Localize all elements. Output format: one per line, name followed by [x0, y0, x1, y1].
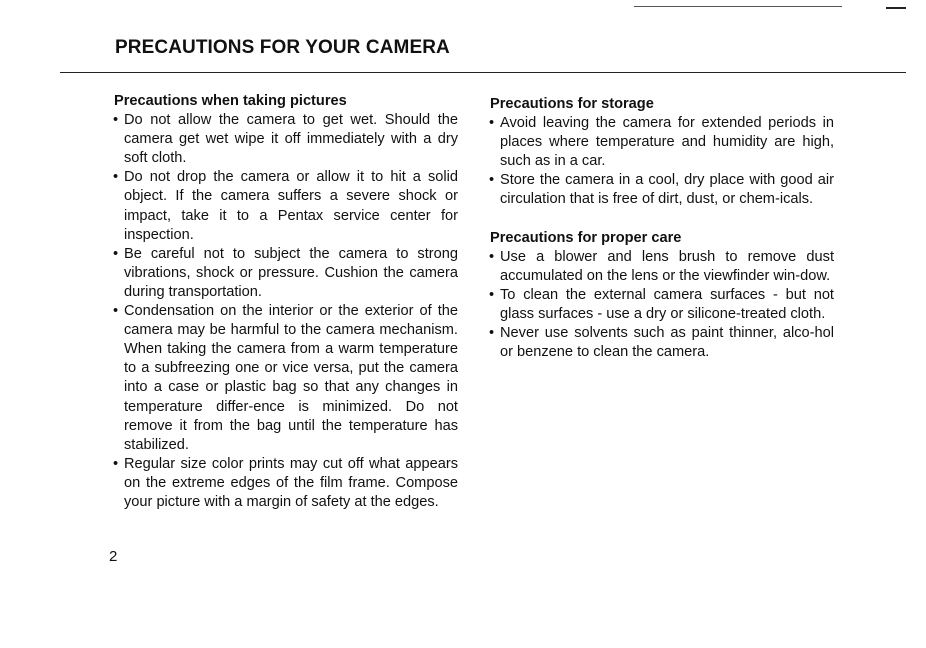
- page-title: PRECAUTIONS FOR YOUR CAMERA: [115, 37, 450, 58]
- title-underline-rule: [60, 72, 906, 73]
- right-column: [489, 95, 834, 362]
- top-decorative-rule: [634, 6, 842, 7]
- list-item: • Condensation on the interior or the exterior of the camera may be harmful to the camera mechanism. When taking the camera from a warm temperature to a subfreezing one or vice versa, put the camera into a case or plastic bag so that any changes in temperature differ-ence is minimized. Do not remove it from the bag until the temperature has stabilized.: [113, 302, 458, 455]
- list-item: • Regular size color prints may cut off what appears on the extreme edges of the film frame. Compose your picture with a margin of safety at the edges.: [113, 455, 458, 512]
- section-spacer: [489, 210, 834, 229]
- list-item: • Never use solvents such as paint thinner, alco-hol or benzene to clean the camera.: [489, 324, 834, 362]
- list-item: • Use a blower and lens brush to remove dust accumulated on the lens or the viewfinder win-dow.: [489, 248, 834, 286]
- section-heading-proper-care: Precautions for proper care: [490, 229, 682, 246]
- proper-care-list: [489, 248, 834, 363]
- page-number: 2: [109, 548, 118, 565]
- top-corner-mark: [886, 7, 906, 9]
- list-item: • Store the camera in a cool, dry place with good air circulation that is free of dirt, dust, or chem-icals.: [489, 171, 834, 209]
- list-item: • To clean the external camera surfaces - but not glass surfaces - use a dry or silicone-treated cloth.: [489, 286, 834, 324]
- list-item: • Avoid leaving the camera for extended periods in places where temperature and humidity are high, such as in a car.: [489, 114, 834, 171]
- list-item: • Be careful not to subject the camera to strong vibrations, shock or pressure. Cushion the camera during transportation.: [113, 245, 458, 302]
- taking-pictures-list: [113, 111, 458, 512]
- storage-list: [489, 114, 834, 209]
- section-heading-storage: Precautions for storage: [490, 96, 654, 112]
- section-heading-taking-pictures: Precautions when taking pictures: [114, 93, 347, 109]
- list-item: • Do not allow the camera to get wet. Should the camera get wet wipe it off immediately with a dry soft cloth.: [113, 111, 458, 168]
- left-column: [113, 92, 458, 512]
- list-item: • Do not drop the camera or allow it to hit a solid object. If the camera suffers a severe shock or impact, take it to a Pentax service center for inspection.: [113, 168, 458, 244]
